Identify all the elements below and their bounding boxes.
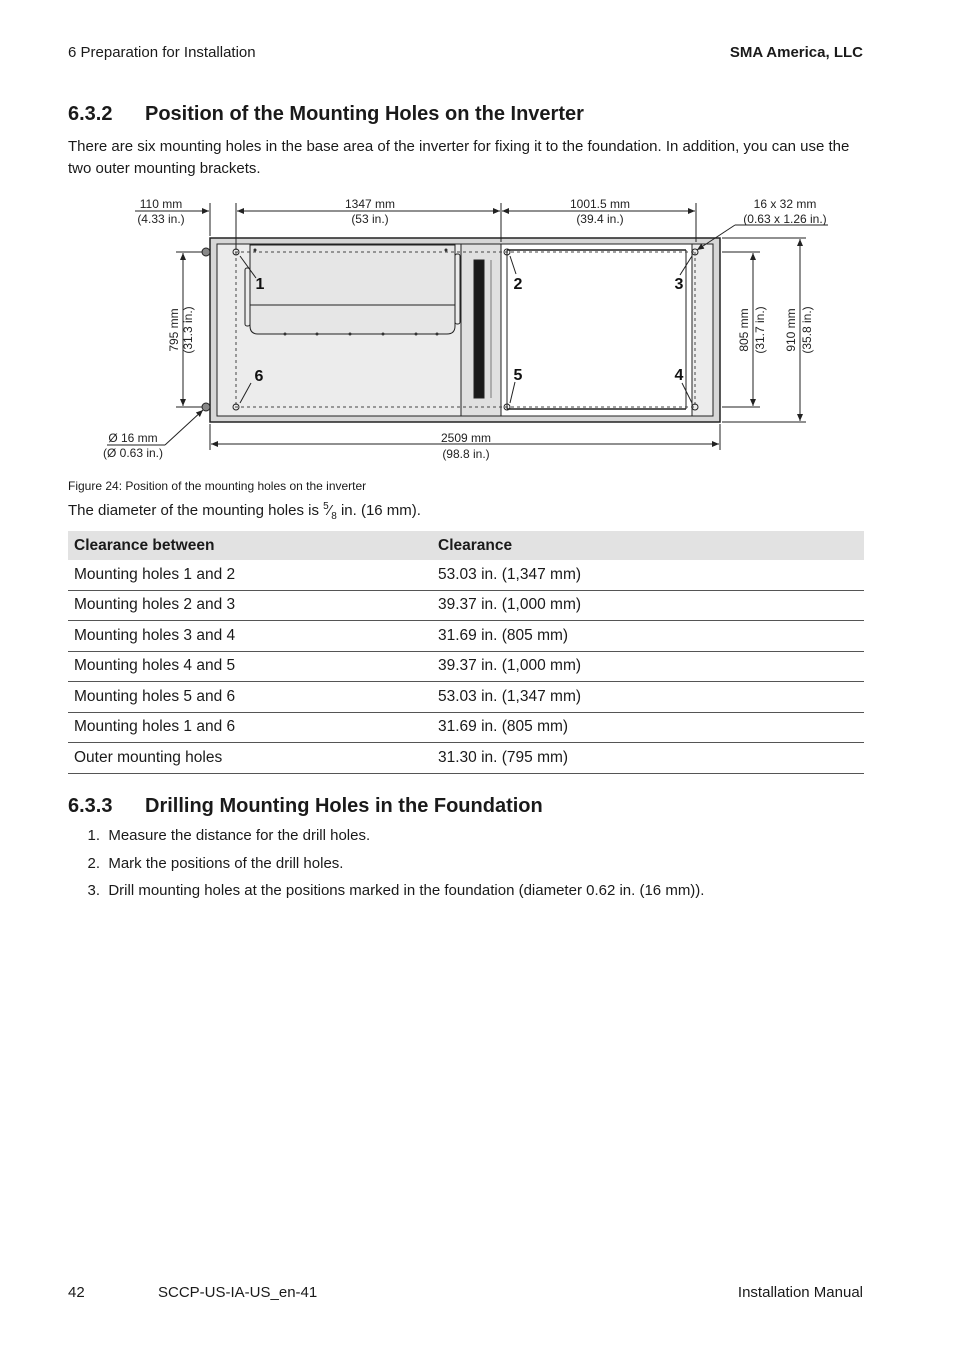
section-heading-mounting-holes: 6.3.2 Position of the Mounting Holes on the Inverter	[68, 103, 584, 125]
dim-2509-mm: 2509 mm	[440, 431, 492, 445]
dim-16-in: (Ø 0.63 in.)	[102, 446, 164, 460]
list-item: 3. Drill mounting holes at the positions marked in the foundation (diameter 0.62 in. (16 mm)).	[87, 882, 705, 899]
list-item: 1. Measure the distance for the drill holes.	[87, 827, 371, 844]
hole-label-6: 6	[254, 368, 264, 385]
dim-910-mm: 910 mm	[784, 308, 798, 352]
column-header: Clearance between	[68, 531, 432, 560]
table-row: Mounting holes 1 and 2 53.03 in. (1,347 mm)	[68, 560, 864, 590]
dim-910-in: (35.8 in.)	[800, 306, 814, 354]
section-heading-drilling: 6.3.3 Drilling Mounting Holes in the Foundation	[68, 795, 543, 817]
drilling-steps-list	[68, 827, 704, 910]
dim-805-in: (31.7 in.)	[753, 306, 767, 354]
dim-1347-in: (53 in.)	[351, 212, 389, 226]
hole-label-5: 5	[513, 367, 523, 384]
clearance-table	[68, 531, 864, 774]
column-header: Clearance	[432, 531, 864, 560]
hole-label-1: 1	[255, 276, 265, 293]
figure-caption: Figure 24: Position of the mounting holes on the inverter	[68, 479, 367, 493]
table-row: Mounting holes 2 and 3 39.37 in. (1,000 mm)	[68, 590, 864, 621]
dim-805-mm: 805 mm	[737, 308, 751, 352]
intro-paragraph: There are six mounting holes in the base area of the inverter for fixing it to the foundation. In addition, you can use the two outer mounting brackets.	[68, 138, 850, 177]
running-header-company: SMA America, LLC	[729, 44, 863, 61]
dim-16x32-in: (0.63 x 1.26 in.)	[743, 212, 827, 226]
dim-795-mm: 795 mm	[167, 308, 181, 352]
dim-795-in: (31.3 in.)	[181, 306, 195, 354]
dim-1347-mm: 1347 mm	[344, 197, 396, 211]
table-row: Mounting holes 3 and 4 31.69 in. (805 mm)	[68, 621, 864, 652]
list-item: 2. Mark the positions of the drill holes.	[87, 854, 344, 872]
table-row: Outer mounting holes 31.30 in. (795 mm)	[68, 743, 864, 774]
dim-110-mm: 110 mm	[139, 197, 183, 211]
mounting-holes-diagram	[0, 185, 954, 475]
hole-label-4: 4	[674, 367, 684, 384]
hole-label-3: 3	[674, 276, 684, 293]
dim-1001-in: (39.4 in.)	[576, 212, 624, 226]
table-row: Mounting holes 1 and 6 31.69 in. (805 mm)	[68, 712, 864, 743]
dim-16x32-mm: 16 x 32 mm	[753, 197, 817, 211]
table-row: Mounting holes 5 and 6 53.03 in. (1,347 mm)	[68, 682, 864, 713]
dim-110-in: (4.33 in.)	[137, 212, 185, 226]
table-header-row	[68, 531, 864, 560]
dim-16-mm: Ø 16 mm	[108, 431, 158, 445]
hole-label-2: 2	[513, 276, 523, 293]
manual-title: Installation Manual	[737, 1284, 863, 1301]
dim-2509-in: (98.8 in.)	[442, 447, 490, 461]
diameter-note: The diameter of the mounting holes is $^5⁄_8$ in. (16 mm).	[68, 501, 421, 522]
page-number: 42	[68, 1284, 85, 1301]
dim-1001-mm: 1001.5 mm	[569, 197, 631, 211]
table-row: Mounting holes 4 and 5 39.37 in. (1,000 mm)	[68, 651, 864, 682]
running-header-chapter: 6 Preparation for Installation	[68, 44, 256, 61]
document-code: SCCP-US-IA-US_en-41	[158, 1284, 318, 1301]
